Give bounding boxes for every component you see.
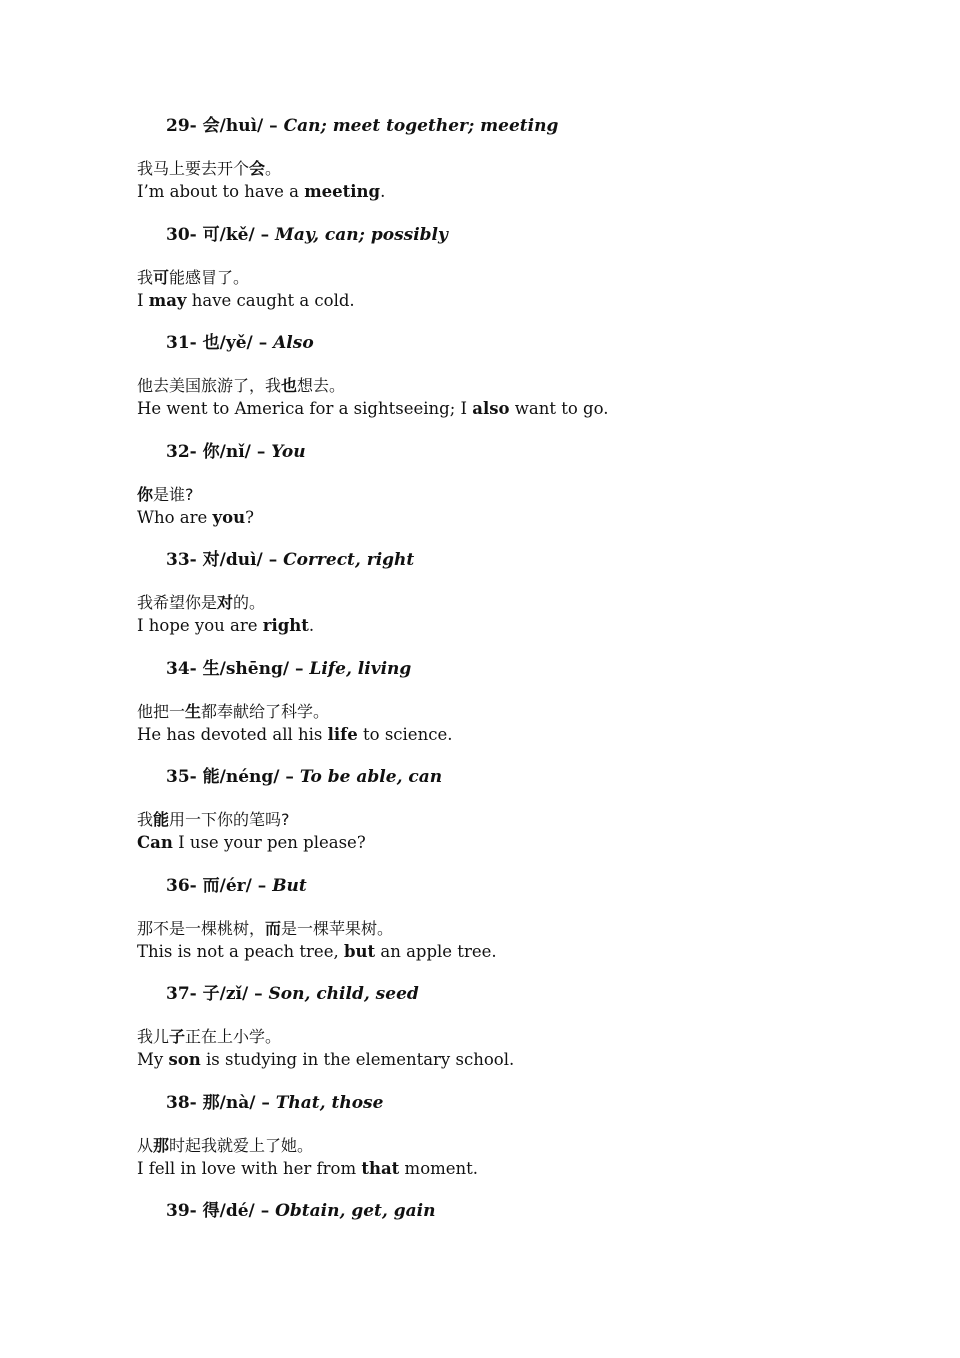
entry-dash: –: [269, 116, 278, 136]
english-example: [137, 507, 254, 529]
entry-character: 能: [202, 767, 220, 787]
english-text: I use your pen please?: [172, 833, 366, 852]
english-example: [137, 724, 452, 746]
english-text: want to go.: [509, 399, 609, 418]
english-example: [137, 1049, 514, 1071]
entry-pinyin: /yě/: [219, 333, 253, 353]
chinese-text: 我: [137, 810, 154, 829]
english-text: He went to America for a sightseeing; I: [137, 399, 473, 418]
entry-pinyin: /duì/: [219, 550, 263, 570]
entry-heading: [166, 224, 448, 246]
entry-meaning: Son, child, seed: [268, 984, 419, 1004]
chinese-text: 我儿: [137, 1027, 170, 1046]
entry-meaning: Correct, right: [283, 550, 415, 570]
entry-dash: –: [257, 876, 267, 896]
english-example: [137, 615, 314, 637]
entry-meaning: You: [271, 442, 306, 462]
english-text: is studying in the elementary school.: [200, 1050, 515, 1069]
english-example: [137, 832, 366, 854]
chinese-text: 那不是一棵桃树，: [137, 919, 266, 938]
chinese-highlight: 能: [153, 810, 170, 829]
english-example: [137, 941, 497, 963]
entry-number: 38-: [166, 1093, 197, 1113]
entry-pinyin: /ér/: [219, 876, 252, 896]
chinese-text: 能感冒了。: [169, 268, 250, 287]
english-highlight: son: [168, 1050, 201, 1069]
entry-dash: –: [285, 767, 294, 787]
entry-meaning: Obtain, get, gain: [275, 1201, 436, 1221]
chinese-highlight: 对: [217, 593, 234, 612]
entry-character: 那: [202, 1093, 220, 1113]
chinese-text: 是谁?: [153, 485, 194, 504]
chinese-text: 是一棵苹果树。: [281, 919, 394, 938]
chinese-example: [137, 1026, 281, 1048]
entry-heading: [166, 983, 419, 1005]
entry-meaning: But: [272, 876, 307, 896]
english-highlight: Can: [137, 833, 173, 852]
entry-number: 33-: [166, 550, 197, 570]
english-text: an apple tree.: [375, 942, 497, 961]
entry-heading: [166, 1200, 435, 1222]
english-text: ?: [245, 508, 254, 527]
chinese-text: 正在上小学。: [185, 1027, 282, 1046]
entry-heading: [166, 875, 307, 897]
chinese-text: 都奉献给了科学。: [201, 702, 330, 721]
english-text: Who are: [137, 508, 213, 527]
entry-dash: –: [256, 442, 266, 462]
chinese-text: 他把一: [137, 702, 186, 721]
english-text: moment.: [399, 1159, 479, 1178]
chinese-text: 用一下你的笔吗?: [169, 810, 290, 829]
chinese-example: [137, 592, 265, 614]
entry-character: 得: [202, 1201, 220, 1221]
entry-heading: [166, 332, 314, 354]
entry-dash: –: [261, 1093, 270, 1113]
entry-character: 你: [202, 442, 220, 462]
english-highlight: that: [361, 1159, 400, 1178]
chinese-example: [137, 267, 249, 289]
chinese-text: 从: [137, 1136, 154, 1155]
entry-heading: [166, 549, 414, 571]
english-text: I fell in love with her from: [137, 1159, 362, 1178]
entry-meaning: To be able, can: [299, 767, 443, 787]
entry-meaning: That, those: [275, 1093, 384, 1113]
entry-character: 会: [202, 116, 220, 136]
entry-pinyin: /dé/: [219, 1201, 255, 1221]
entry-number: 30-: [166, 225, 197, 245]
english-highlight: you: [212, 508, 246, 527]
english-text: This is not a peach tree,: [137, 942, 344, 961]
entry-number: 39-: [166, 1201, 197, 1221]
entry-number: 35-: [166, 767, 197, 787]
chinese-example: [137, 484, 194, 506]
entry-number: 37-: [166, 984, 197, 1004]
english-highlight: right: [262, 616, 309, 635]
entry-character: 子: [202, 984, 220, 1004]
chinese-example: [137, 158, 281, 180]
english-highlight: also: [472, 399, 510, 418]
english-text: I hope you are: [137, 616, 263, 635]
entry-number: 31-: [166, 333, 197, 353]
entry-pinyin: /nǐ/: [219, 442, 251, 462]
english-highlight: life: [327, 725, 358, 744]
chinese-highlight: 可: [153, 268, 170, 287]
english-text: to science.: [357, 725, 453, 744]
entry-heading: [166, 1092, 383, 1114]
entry-number: 32-: [166, 442, 197, 462]
entry-heading: [166, 658, 411, 680]
chinese-text: 我马上要去开个: [137, 159, 250, 178]
chinese-example: [137, 918, 393, 940]
entry-dash: –: [268, 550, 278, 570]
english-text: .: [308, 616, 315, 635]
chinese-highlight: 子: [169, 1027, 186, 1046]
entry-heading: [166, 766, 442, 788]
english-example: [137, 290, 355, 312]
chinese-example: [137, 701, 329, 723]
chinese-text: 。: [265, 159, 282, 178]
chinese-example: [137, 375, 345, 397]
english-text: have caught a cold.: [186, 291, 355, 310]
entry-dash: –: [260, 1201, 270, 1221]
english-text: I: [137, 291, 149, 310]
entry-dash: –: [258, 333, 268, 353]
entry-meaning: Also: [273, 333, 314, 353]
chinese-text: 他去美国旅游了，我: [137, 376, 282, 395]
english-highlight: may: [148, 291, 187, 310]
chinese-text: 时起我就爱上了她。: [169, 1136, 314, 1155]
entry-character: 对: [202, 550, 220, 570]
entry-pinyin: /zǐ/: [219, 984, 249, 1004]
entry-character: 而: [202, 876, 220, 896]
chinese-highlight: 生: [185, 702, 202, 721]
entry-character: 生: [202, 659, 220, 679]
entry-pinyin: /huì/: [219, 116, 264, 136]
english-example: [137, 398, 609, 420]
chinese-example: [137, 809, 290, 831]
entry-dash: –: [260, 225, 270, 245]
chinese-highlight: 也: [281, 376, 298, 395]
english-text: .: [380, 182, 386, 201]
chinese-highlight: 会: [249, 159, 266, 178]
chinese-text: 想去。: [297, 376, 346, 395]
entry-dash: –: [254, 984, 263, 1004]
entry-heading: [166, 115, 558, 137]
english-example: [137, 1158, 478, 1180]
chinese-highlight: 你: [137, 485, 154, 504]
entry-dash: –: [294, 659, 304, 679]
chinese-highlight: 而: [265, 919, 282, 938]
entry-pinyin: /nà/: [219, 1093, 256, 1113]
chinese-highlight: 那: [153, 1136, 170, 1155]
english-highlight: meeting: [304, 182, 381, 201]
entry-meaning: Can; meet together; meeting: [283, 116, 559, 136]
entry-pinyin: /néng/: [219, 767, 280, 787]
english-text: My: [137, 1050, 169, 1069]
entry-character: 也: [202, 333, 220, 353]
english-highlight: but: [343, 942, 376, 961]
chinese-text: 的。: [233, 593, 266, 612]
english-text: He has devoted all his: [137, 725, 328, 744]
entry-heading: [166, 441, 306, 463]
entry-pinyin: /shēng/: [219, 659, 290, 679]
entry-number: 36-: [166, 876, 197, 896]
entry-number: 34-: [166, 659, 197, 679]
entry-number: 29-: [166, 116, 197, 136]
entry-pinyin: /kě/: [219, 225, 255, 245]
chinese-text: 我: [137, 268, 154, 287]
entry-meaning: Life, living: [309, 659, 412, 679]
chinese-text: 我希望你是: [137, 593, 218, 612]
english-text: I’m about to have a: [137, 182, 305, 201]
chinese-example: [137, 1135, 313, 1157]
entry-character: 可: [202, 225, 220, 245]
english-example: [137, 181, 385, 203]
entry-meaning: May, can; possibly: [275, 225, 448, 245]
